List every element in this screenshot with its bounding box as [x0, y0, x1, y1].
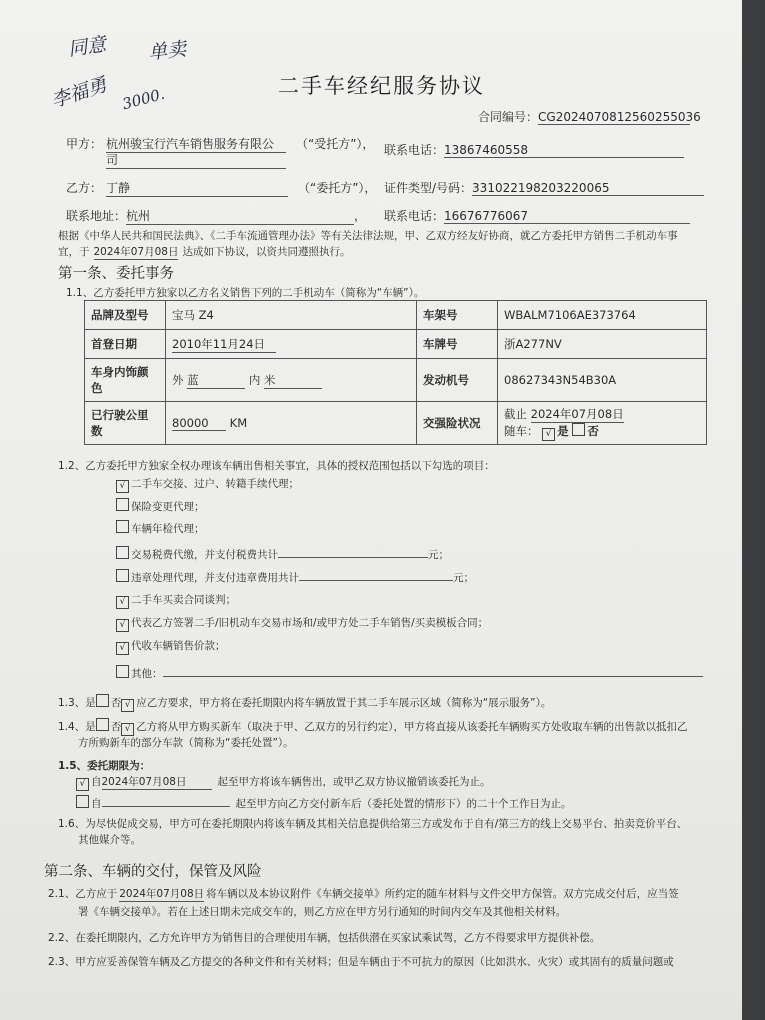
option-8: √ 代收车辆销售价款；: [116, 638, 226, 655]
clause-1-1: 1.1、乙方委托甲方独家以乙方名义销售下列的二手机动车（简称为“车辆”）。: [66, 287, 425, 299]
party-b-id: 331022198203220065: [472, 181, 704, 196]
color-cell: 外 蓝 内 米: [166, 359, 417, 402]
option-5: 违章处理代理，并支付违章费用共计 元；: [116, 566, 474, 585]
term-blank: [102, 792, 230, 807]
clause-1-4: 1.4、是 否 √ 乙方将从甲方购买新车（取决于甲、乙双方的另行约定），甲方将直接从该委托车辆购买方处收取车辆的出售款以抵扣乙: [58, 718, 687, 736]
party-a-name-cont: 司: [106, 151, 286, 169]
inner-color: 米: [264, 372, 322, 389]
handwritten-signature: 李福勇: [48, 73, 110, 113]
contract-number-value: CG2024070812560255036: [538, 110, 701, 124]
intro-line-2: 宜，于 2024年07月08日 达成如下协议，以资共同遵照执行。: [58, 246, 351, 258]
option-4: 交易税费代缴，并支付税费共计 元；: [116, 543, 449, 562]
engine-label: 发动机号: [417, 359, 498, 402]
plate-label: 车牌号: [417, 330, 498, 359]
checkbox[interactable]: [116, 665, 129, 678]
engine-value: 08627343N54B30A: [498, 359, 707, 402]
reg-date-value: 2010年11月24日: [172, 336, 276, 353]
checkbox[interactable]: [116, 498, 129, 511]
yes-checkbox-checked[interactable]: √: [542, 428, 555, 441]
color-label: 车身内饰颜色: [85, 359, 166, 402]
clause-2-3: 2.3、甲方应妥善保管车辆及乙方提交的各种文件和有关材料；但是车辆由于不可抗力的原因（比如洪水、火灾）或其固有的质量问题或: [48, 956, 674, 968]
checkbox-checked[interactable]: √: [116, 619, 129, 632]
party-a-name: 杭州骏宝行汽车销售服务有限公: [106, 135, 286, 153]
section-2-title: 第二条、车辆的交付，保管及风险: [44, 864, 262, 880]
checkbox[interactable]: [116, 546, 129, 559]
checkbox[interactable]: [116, 520, 129, 533]
clause-2-1-cont: 署《车辆交接单》。若在上述日期未完成交车的，则乙方应在甲方另行通知的时间内交车及其他相关材料。: [78, 906, 567, 918]
yes-checkbox[interactable]: [96, 694, 109, 707]
term-start-date: 2024年07月08日: [102, 774, 212, 790]
no-checkbox-checked[interactable]: √: [121, 723, 134, 736]
clause-1-3: 1.3、是 否 √ 应乙方要求，甲方将在委托期限内将车辆放置于其二手车展示区域（简称为“展示服务”）。: [58, 694, 551, 712]
clause-1-2: 1.2、乙方委托甲方独家全权办理该车辆出售相关事宜，具体的授权范围包括以下勾选的项目：: [58, 460, 495, 472]
mileage-value: 80000: [172, 416, 226, 431]
party-b-address-row: 联系地址：杭州 ，: [66, 209, 367, 223]
yes-checkbox[interactable]: [96, 718, 109, 731]
clause-2-1: 2.1、乙方应于 2024年07月08日 将车辆以及本协议附件《车辆交接单》所约定的随车材料与文件交甲方保管。双方完成交付后，应当签: [48, 888, 679, 900]
party-b-id-row: 证件类型/号码：331022198203220065: [384, 179, 704, 196]
vin-value: WBALM7106AE373764: [498, 301, 707, 330]
clause-1-6: 1.6、为尽快促成交易，甲方可在委托期限内将该车辆及其相关信息提供给第三方或发布于自有/第三方的线上交易平台、拍卖竞价平台、: [58, 818, 688, 830]
option-6: √ 二手车买卖合同谈判；: [116, 592, 236, 609]
clause-1-6-cont: 其他媒介等。: [78, 834, 141, 846]
no-checkbox-checked[interactable]: √: [121, 699, 134, 712]
vehicle-info-table: [84, 300, 707, 445]
party-b-label: 乙方：: [66, 181, 103, 195]
reg-date-cell: [166, 330, 417, 359]
option-2: 保险变更代理；: [116, 498, 205, 514]
handwritten-note: 3000.: [120, 84, 167, 114]
tax-amount-blank: [278, 543, 428, 558]
checkbox[interactable]: [76, 795, 89, 808]
plate-value: 浙A277NV: [498, 330, 707, 359]
party-a-phone-row: 联系电话：13867460558: [384, 141, 684, 158]
option-9: 其他：: [116, 662, 703, 681]
handwritten-note: 单卖: [147, 38, 188, 64]
contract-number-row: [478, 108, 701, 125]
contract-number-label: 合同编号：: [478, 110, 539, 124]
other-blank: [163, 662, 703, 677]
brand-label: 品牌及型号: [85, 301, 166, 330]
checkbox-checked[interactable]: √: [76, 778, 89, 791]
table-row: [85, 330, 707, 359]
clause-1-5-title: 1.5、委托期限为：: [58, 760, 151, 772]
table-row: [85, 402, 707, 445]
section-1-title: 第一条、委托事务: [58, 266, 174, 282]
reg-date-label: 首登日期: [85, 330, 166, 359]
option-3: 车辆年检代理；: [116, 520, 205, 536]
clause-1-4-cont: 方所购新车的部分车款（简称为“委托处置”）。: [78, 737, 294, 749]
insurance-date: 2024年07月08日: [530, 406, 624, 421]
term-option-2: 自 起至甲方向乙方交付新车后（委托处置的情形下）的二十个工作日为止。: [76, 792, 572, 811]
mileage-cell: 80000 KM: [166, 402, 417, 445]
table-row: [85, 359, 707, 402]
page-title: 二手车经纪服务协议: [278, 74, 485, 98]
term-option-1: √ 自2024年07月08日 起至甲方将该车辆售出，或甲乙双方协议撤销该委托为止。: [76, 774, 491, 791]
violation-amount-blank: [299, 566, 453, 581]
brand-value: 宝马 Z4: [166, 301, 417, 330]
clause-2-2: 2.2、在委托期限内，乙方允许甲方为销售目的合理使用车辆，包括供潜在买家试乘试驾，乙方不得要求甲方提供补偿。: [48, 932, 601, 944]
table-row: [85, 301, 707, 330]
party-a-label: 甲方：: [66, 137, 103, 151]
checkbox-checked[interactable]: √: [116, 480, 129, 493]
no-checkbox[interactable]: [572, 423, 585, 436]
insurance-cell: 截止 2024年07月08日 随车： √ 是 否: [498, 402, 707, 445]
party-a-phone: 13867460558: [444, 143, 684, 158]
checkbox-checked[interactable]: √: [116, 596, 129, 609]
checkbox-checked[interactable]: √: [116, 642, 129, 655]
outer-color: 蓝: [187, 372, 245, 389]
option-1: √ 二手车交接、过户、转籍手续代理；: [116, 476, 299, 493]
handwritten-note: 同意: [66, 33, 108, 61]
party-b-address: 杭州: [126, 207, 354, 225]
checkbox[interactable]: [116, 569, 129, 582]
party-b-role: （“委托方”），: [298, 181, 377, 195]
insurance-label: 交强险状况: [417, 402, 498, 445]
delivery-date: 2024年07月08日: [119, 888, 205, 900]
party-b-phone: 16676776067: [444, 209, 690, 224]
party-a-role: （“受托方”），: [296, 137, 375, 151]
option-7: √ 代表乙方签署二手/旧机动车交易市场和/或甲方处二手车销售/买卖模板合同；: [116, 615, 488, 632]
party-b-name: 丁静: [106, 179, 288, 197]
mileage-label: 已行驶公里数: [85, 402, 166, 445]
party-b-phone-row: 联系电话：16676776067: [384, 207, 690, 224]
intro-line-1: 根据《中华人民共和国民法典》、《二手车流通管理办法》等有关法律法规，甲、乙双方经友好协商，就乙方委托甲方销售二手机动车事: [58, 230, 678, 242]
vin-label: 车架号: [417, 301, 498, 330]
